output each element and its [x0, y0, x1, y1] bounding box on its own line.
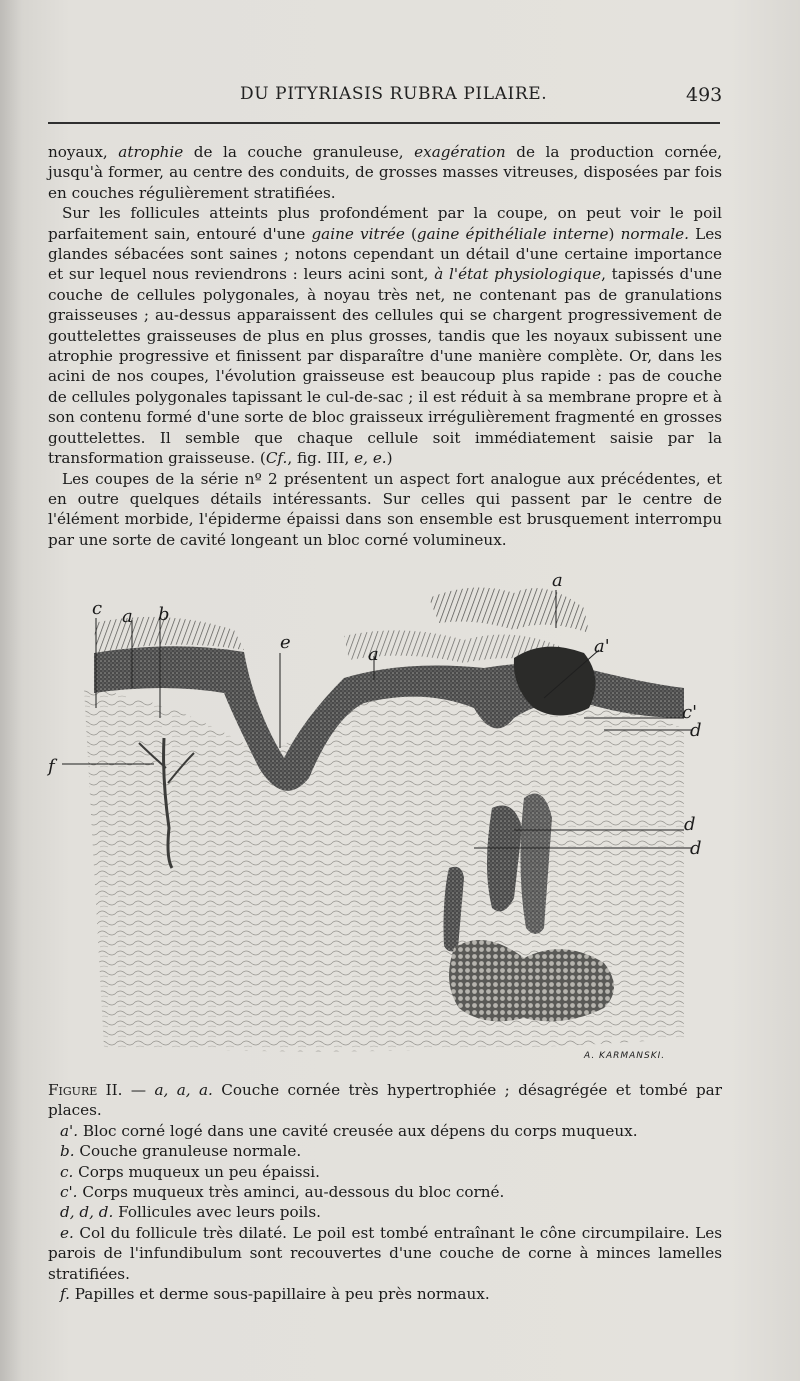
text-run: de la production cornée, jusqu'à former, au centre des conduits, de grosses masses vitreuses, disposées par fois en couches régulièrement stratifiées. — [48, 143, 723, 202]
text-run: noyaux, — [48, 143, 119, 161]
caption-key: c'. — [60, 1183, 78, 1202]
caption-item — [48, 1223, 722, 1284]
italic-run: atrophie — [118, 143, 184, 161]
italic-run: normale. — [620, 224, 689, 243]
text-run: ) — [386, 449, 393, 468]
caption-text: Corps muqueux très aminci, au-dessous du bloc corné. — [77, 1183, 505, 1202]
figure-caption — [48, 1080, 722, 1304]
text-run: Les coupes de la série nº 2 présentent un aspect fort analogue aux précédentes, et en outre quelques détails intéressants. Sur celles qui passent par le centre de l'élément morbide, l'épiderme épaissi dans son ensemble est brusquement interrompu par une sorte de cavité longeant un bloc corné volumineux. — [48, 469, 722, 549]
caption-lead — [48, 1080, 722, 1121]
italic-run: gaine vitrée — [311, 224, 405, 243]
label-e: e — [280, 632, 291, 653]
italic-run: e, e. — [354, 449, 387, 468]
label-a: a — [122, 606, 133, 627]
text-run: de la couche granuleuse, — [183, 143, 415, 161]
caption-key: f. — [60, 1285, 70, 1304]
histology-engraving — [44, 568, 730, 1068]
horny-flakes-top — [429, 588, 589, 633]
caption-text: Col du follicule très dilaté. Le poil est tombé entraînant le cône circumpilaire. Les parois de l'infundibulum sont recouvertes d'une couche de corne à minces lamelles stratifiées. — [48, 1223, 722, 1283]
caption-key: d, d, d. — [60, 1203, 114, 1222]
caption-item — [48, 1121, 722, 1141]
caption-item — [48, 1162, 722, 1182]
text-run: Sur les follicules atteints plus profondément par la coupe, on peut voir le poil parfaitement sain, entouré d'une — [48, 204, 722, 243]
caption-item — [48, 1202, 722, 1222]
label-d-2: d — [684, 814, 696, 835]
caption-lead-text: Couche cornée très hypertrophiée ; désagrégée et tombé par places. — [48, 1081, 722, 1120]
paragraph-1 — [48, 142, 722, 203]
text-run: , tapissés d'une couche de cellules polygonales, à noyau très net, ne contenant pas de granulations graisseuses ; au-dessus apparaissent des cellules qui se chargent progressivement de gouttelettes graisseuses de plus en plus grosses, tandis que les noyaux subissent une atrophie progressive et finissent par disparaître d'une manière complète. Or, dans les acini de nos coupes, l'évolution graisseuse est beaucoup plus rapide : pas de couche de cellules polygonales tapissant le cul-de-sac ; il est réduit à sa membrane propre et à son contenu formé d'une sorte de bloc graisseux irrégulièrement fragmenté en grosses gouttelettes. Il semble que chaque cellule soit immédiatement saisie par la transformation graisseuse. ( — [48, 265, 723, 468]
running-title: DU PITYRIASIS RUBRA PILAIRE. — [240, 84, 548, 104]
label-d-1: d — [690, 720, 702, 741]
label-a-prime: a' — [594, 636, 610, 657]
text-run: , fig. III, — [287, 449, 355, 468]
caption-item — [48, 1182, 722, 1202]
caption-text: Follicules avec leurs poils. — [113, 1203, 321, 1222]
caption-text: Couche granuleuse normale. — [74, 1142, 302, 1161]
body-text — [48, 142, 722, 550]
caption-key: a'. — [60, 1121, 79, 1140]
page-number: 493 — [686, 84, 723, 106]
label-a-top: a — [552, 570, 563, 591]
caption-key: c. — [60, 1162, 74, 1181]
label-d-3: d — [690, 838, 702, 859]
italic-run: Cf. — [265, 449, 288, 468]
paragraph-3 — [48, 469, 722, 551]
caption-text: Papilles et derme sous-papillaire à peu près normaux. — [69, 1285, 490, 1304]
caption-key: b. — [60, 1142, 75, 1161]
caption-key: e. — [60, 1223, 74, 1242]
label-f: f — [48, 756, 55, 777]
caption-text: Corps muqueux un peu épaissi. — [73, 1162, 320, 1181]
text-run: Les glandes sébacées sont saines ; notons cependant un détail d'une certaine importance et sur lequel nous reviendrons : leurs acini sont, — [48, 224, 722, 284]
label-c: c — [92, 598, 103, 619]
italic-run: gaine épithéliale interne — [416, 224, 609, 243]
label-a-mid: a — [368, 644, 379, 665]
running-head — [0, 84, 800, 108]
text-run: ) — [608, 224, 621, 243]
text-run: ( — [404, 224, 417, 243]
header-rule — [48, 122, 720, 124]
caption-letters: a, a, a. — [154, 1081, 213, 1099]
label-c-prime: c' — [682, 702, 698, 723]
paragraph-2 — [48, 203, 722, 468]
caption-item — [48, 1141, 722, 1161]
caption-item — [48, 1284, 722, 1304]
caption-text: Bloc corné logé dans une cavité creusée aux dépens du corps muqueux. — [78, 1121, 638, 1140]
italic-run: exagération — [414, 143, 506, 161]
label-b: b — [158, 604, 170, 625]
engraver-signature: A. KARMANSKI. — [584, 1051, 666, 1061]
caption-figure-label: Figure II. — [48, 1081, 123, 1099]
italic-run: à l'état physiologique — [434, 265, 602, 284]
histology-figure — [44, 568, 730, 1068]
caption-dash: — — [122, 1081, 155, 1099]
